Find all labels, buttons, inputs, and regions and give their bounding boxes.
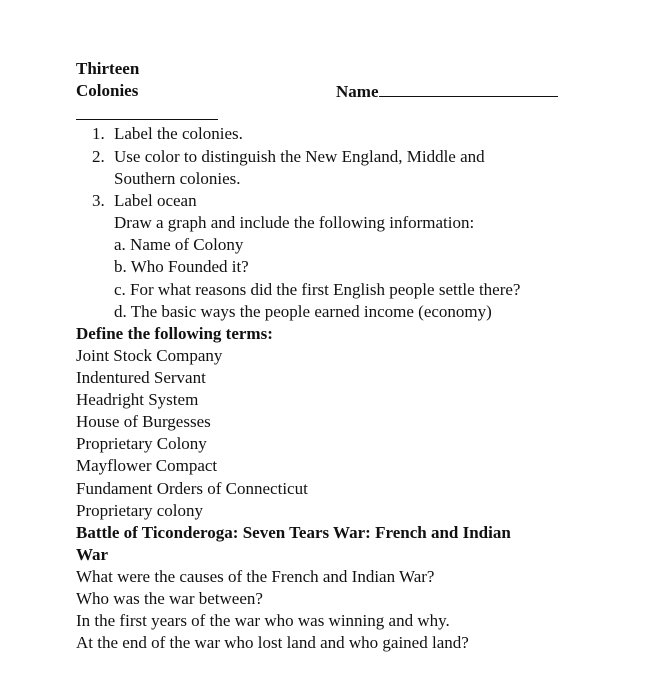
term-item: Fundament Orders of Connecticut	[76, 479, 308, 498]
graph-item-b: b. Who Founded it?	[114, 257, 249, 276]
battle-heading-line-2: War	[76, 545, 109, 564]
terms-heading: Define the following terms:	[76, 324, 273, 343]
term-item: Indentured Servant	[76, 368, 206, 387]
graph-item-a: a. Name of Colony	[114, 235, 244, 254]
instruction-item-2	[92, 146, 485, 168]
graph-item-d: d. The basic ways the people earned income (economy)	[114, 302, 492, 321]
battle-question: What were the causes of the French and Indian War?	[76, 567, 435, 586]
battle-question: In the first years of the war who was winning and why.	[76, 611, 450, 630]
battle-question: Who was the war between?	[76, 589, 263, 608]
title-line-1: Thirteen	[76, 59, 140, 78]
term-item: House of Burgesses	[76, 412, 211, 431]
instruction-text: Label the colonies.	[114, 124, 243, 143]
term-item: Joint Stock Company	[76, 346, 223, 365]
graph-item-c: c. For what reasons did the first English people settle there?	[114, 280, 521, 299]
term-item: Mayflower Compact	[76, 456, 218, 475]
title-underline	[76, 119, 218, 120]
battle-question: At the end of the war who lost land and who gained land?	[76, 633, 469, 652]
name-field	[336, 80, 558, 103]
instruction-number: 2.	[92, 147, 105, 166]
term-item: Proprietary colony	[76, 501, 203, 520]
name-label: Name	[336, 82, 379, 101]
title-line-2: Colonies	[76, 81, 139, 100]
instruction-item-1	[92, 123, 243, 145]
instruction-number: 1.	[92, 124, 105, 143]
instruction-text: Label ocean	[114, 191, 197, 210]
instruction-text: Use color to distinguish the New England, Middle and	[114, 147, 485, 166]
instruction-number: 3.	[92, 191, 105, 210]
instruction-item-2-continuation: Southern colonies.	[114, 169, 241, 188]
term-item: Proprietary Colony	[76, 434, 207, 453]
battle-heading-line-1: Battle of Ticonderoga: Seven Tears War: French and Indian	[76, 523, 511, 542]
instruction-item-3	[92, 190, 197, 212]
graph-intro: Draw a graph and include the following information:	[114, 213, 475, 232]
name-blank-line	[379, 80, 558, 97]
term-item: Headright System	[76, 390, 199, 409]
